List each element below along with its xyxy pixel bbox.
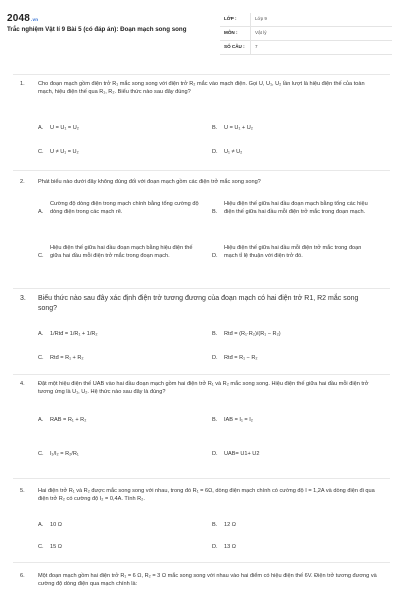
option-letter: D. xyxy=(212,149,218,155)
option-letter: C. xyxy=(38,355,44,361)
option-text: Rtđ = (R₁·R₂)/(R₁ − R₂) xyxy=(224,331,281,337)
divider xyxy=(250,27,251,41)
option-letter: C. xyxy=(38,451,44,457)
question-number: 5. xyxy=(20,488,25,494)
option-text: Cường độ dòng điện trong mạch chính bằng tổng cường độ dòng điện trong các mạch rẽ. xyxy=(50,201,199,216)
option-letter: D. xyxy=(212,355,218,361)
option-letter: A. xyxy=(38,522,44,528)
meta-row-class xyxy=(220,13,392,27)
option-letter: B. xyxy=(212,522,218,528)
question-text: Phát biểu nào dưới đây không đúng đối với đoạn mạch gồm các điện trở mắc song song? xyxy=(38,179,261,185)
divider xyxy=(250,41,251,55)
option-text: 13 Ω xyxy=(224,544,236,550)
option-text: U = U₁ + U₂ xyxy=(224,125,253,131)
option-letter: C. xyxy=(38,253,44,259)
meta-table xyxy=(220,13,392,55)
logo-main: 2048 xyxy=(7,13,31,24)
question-number: 6. xyxy=(20,573,25,579)
page-title: Trắc nghiệm Vật lí 9 Bài 5 (có đáp án): Đoạn mạch song song xyxy=(7,26,187,33)
meta-value: 7 xyxy=(255,44,258,49)
option-letter: D. xyxy=(212,544,218,550)
question-text: Hai điện trở R₁ và R₂ được mắc song song với nhau, trong đó R₁ = 6Ω, dòng điện mạch chính có cường độ I = 1,2A và dòng điện đi qua điện trở R₂ có cường độ I₂ = 0,4A. Tính R₂. xyxy=(38,488,375,503)
header xyxy=(0,0,400,64)
question-text: Một đoạn mạch gồm hai điện trở R₁ = 6 Ω, R₂ = 3 Ω mắc song song với nhau vào hai điểm có hiệu điện thế 6V. Điện trở tương đương và cường độ dòng điện qua mạch chính là: xyxy=(38,573,377,588)
question-number: 1. xyxy=(20,81,25,87)
logo-suffix: .vn xyxy=(31,17,39,22)
option-text: Rtđ = R₁ + R₂ xyxy=(50,355,84,361)
option-letter: D. xyxy=(212,451,218,457)
divider xyxy=(13,288,390,289)
meta-label: MÔN : xyxy=(224,30,238,35)
divider xyxy=(250,13,251,27)
option-text: IAB = I₁ = I₂ xyxy=(224,417,253,423)
meta-row-count xyxy=(220,41,392,55)
option-letter: C. xyxy=(38,149,44,155)
option-text: U ≠ U₁ = U₂ xyxy=(50,149,79,155)
meta-row-subject xyxy=(220,27,392,41)
divider xyxy=(13,478,390,479)
option-text: 15 Ω xyxy=(50,544,62,550)
option-letter: D. xyxy=(212,253,218,259)
option-text: 12 Ω xyxy=(224,522,236,528)
option-text: 1/Rtđ = 1/R₁ + 1/R₂ xyxy=(50,331,98,337)
option-letter: B. xyxy=(212,125,218,131)
option-text: RAB = R₁ + R₂ xyxy=(50,417,87,423)
question-number: 4. xyxy=(20,381,25,387)
option-letter: C. xyxy=(38,544,44,550)
option-letter: B. xyxy=(212,417,218,423)
site-logo[interactable] xyxy=(7,12,38,27)
option-letter: A. xyxy=(38,209,44,215)
divider xyxy=(13,374,390,375)
meta-value: Lớp 9 xyxy=(255,16,267,21)
question-text: Biểu thức nào sau đây xác định điện trở tương đương của đoạn mạch có hai điện trở R1, R2 mắc song song? xyxy=(38,295,359,313)
meta-label: SỐ CÂU : xyxy=(224,44,245,49)
meta-value: Vật lý xyxy=(255,30,267,35)
option-letter: B. xyxy=(212,209,218,215)
question-text: Đặt một hiệu điện thế UAB vào hai đầu đoạn mạch gồm hai điện trở R₁ và R₂ mắc song song. Hiệu điện thế giữa hai đầu mỗi điện trở tương ứng là U₁, U₂. Hệ thức nào sau đây là đúng? xyxy=(38,381,369,396)
divider xyxy=(13,562,390,563)
option-letter: A. xyxy=(38,417,44,423)
option-text: 10 Ω xyxy=(50,522,62,528)
divider xyxy=(13,74,390,75)
divider xyxy=(13,170,390,171)
option-letter: A. xyxy=(38,125,44,131)
question-number: 3. xyxy=(20,295,26,302)
option-letter: B. xyxy=(212,331,218,337)
option-letter: A. xyxy=(38,331,44,337)
option-text: Hiệu điện thế giữa hai đầu đoạn mạch bằng hiệu điện thế giữa hai đầu mỗi điện trở mắc trong đoạn mạch. xyxy=(50,245,193,260)
option-text: I₁/I₂ = R₂/R₁ xyxy=(50,451,79,457)
option-text: Hiệu điện thế giữa hai đầu đoạn mạch bằng tổng các hiệu điện thế giữa hai đầu mỗi điện trở mắc trong đoạn mạch. xyxy=(224,201,368,216)
option-text: Rtđ = R₁ − R₂ xyxy=(224,355,258,361)
option-text: U = U₁ = U₂ xyxy=(50,125,79,131)
option-text: Hiệu điện thế giữa hai đầu mỗi điện trở mắc trong đoạn mạch tỉ lệ thuận với điện trở đó. xyxy=(224,245,362,260)
question-number: 2. xyxy=(20,179,25,185)
meta-label: LỚP : xyxy=(224,16,237,21)
question-text: Cho đoạn mạch gồm điện trở R₁ mắc song song với điện trở R₂ mắc vào mạch điện. Gọi U, U₁, U₂ lần lượt là hiệu điện thế của toàn mạch, hiệu điện thế qua R₁, R₂. Biểu thức nào sau đây đúng? xyxy=(38,81,365,96)
option-text: U₁ ≠ U₂ xyxy=(224,149,243,155)
option-text: UAB= U1+ U2 xyxy=(224,451,260,457)
